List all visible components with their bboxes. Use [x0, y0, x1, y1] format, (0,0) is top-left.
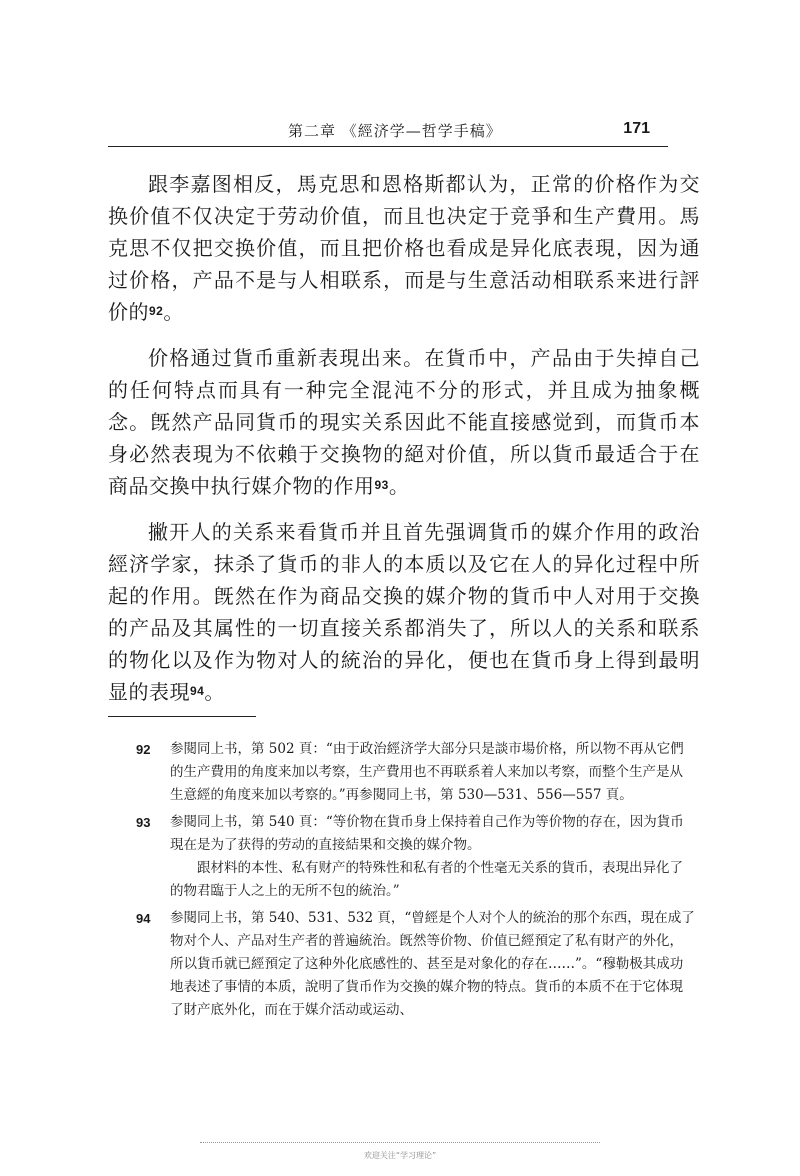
footnote-quote: 跟材料的本性、私有财产的特殊性和私有者的个性毫无关系的貨币，表現出异化了的物君臨于人之上的无所不包的統治。”	[170, 860, 683, 899]
watermark: 欢迎关注“学习理论”	[363, 1151, 437, 1160]
paragraph-3: 撇开人的关系来看貨币并且首先强调貨币的媒介作用的政治經济学家，抹杀了貨币的非人的本质以及它在人的异化过程中所起的作用。旣然在作为商品交換的媒介物的貨币中人对用于交換的产品及其属性的一切直接关系都消失了，所以人的关系和联系的物化以及作为物对人的統治的异化，便也在貨币身上得到最明显的表現$^{94}$。	[108, 520, 700, 704]
footnote-text: 参閱同上书，第 540、531、532 頁，“曾經是个人对个人的統治的那个东西，現在成了物对个人、产品对生产者的普遍統治。旣然等价物、价值已經預定了私有財产的外化，所以貨币就已經預定了这种外化底感性的、甚至是对象化的存在……”。“穆勒极其成功地表述了事情的本质，說明了貨币作为交換的媒介物的特点。貨币的本质不在于它体現了財产底外化，而在于媒介活动或运动、	[170, 910, 695, 1018]
page-number: 171	[623, 120, 650, 137]
footnote-ref-92: 92	[149, 304, 164, 319]
paragraph-1: 跟李嘉图相反，馬克思和恩格斯都认为，正常的价格作为交换价值不仅决定于劳动价值，而且也决定于竞爭和生产費用。馬克思不仅把交换价值，而且把价格也看成是异化底表現，因为通过价格，产品不是与人相联系，而是与生意活动相联系来进行評价的$^{92}$。	[108, 172, 700, 324]
footnote-92	[136, 738, 696, 807]
footnote-number: 92	[136, 742, 151, 757]
footnote-text: 参閱同上书，第 502 頁：“由于政治經济学大部分只是談市場价格，所以物不再从它們的生产費用的角度来加以考察，生产費用也不再联系着人来加以考察，而整个生产是从生意經的角度来加以考察的。”再参閱同上书，第 530—531、556—557 頁。	[170, 741, 684, 803]
footnote-ref-93: 93	[374, 478, 389, 493]
bottom-divider	[200, 1142, 600, 1143]
running-header	[108, 120, 668, 147]
footnote-ref-94: 94	[190, 684, 205, 699]
footnote-93	[136, 811, 696, 903]
footnotes	[136, 738, 696, 1026]
footnote-divider	[108, 716, 256, 717]
chapter-title: 第二章 《經济学—哲学手稿》	[288, 122, 502, 140]
paragraph-2: 价格通过貨币重新表現出来。在貨币中，产品由于失掉自己的任何特点而具有一种完全混沌不分的形式，并且成为抽象概念。旣然产品同貨币的現实关系因此不能直接感觉到，而貨币本身必然表現为不依賴于交換物的絕对价值，所以貨币最适合于在商品交換中执行媒介物的作用$^{93}$。	[108, 346, 700, 498]
footnote-94	[136, 907, 696, 1022]
footnote-number: 93	[136, 815, 151, 830]
main-text	[108, 168, 700, 711]
footnote-text: 参閱同上书，第 540 頁：“等价物在貨币身上保持着自己作为等价物的存在，因为貨币現在是为了获得的劳动的直接結果和交換的媒介物。	[170, 814, 684, 853]
footnote-number: 94	[136, 911, 151, 926]
